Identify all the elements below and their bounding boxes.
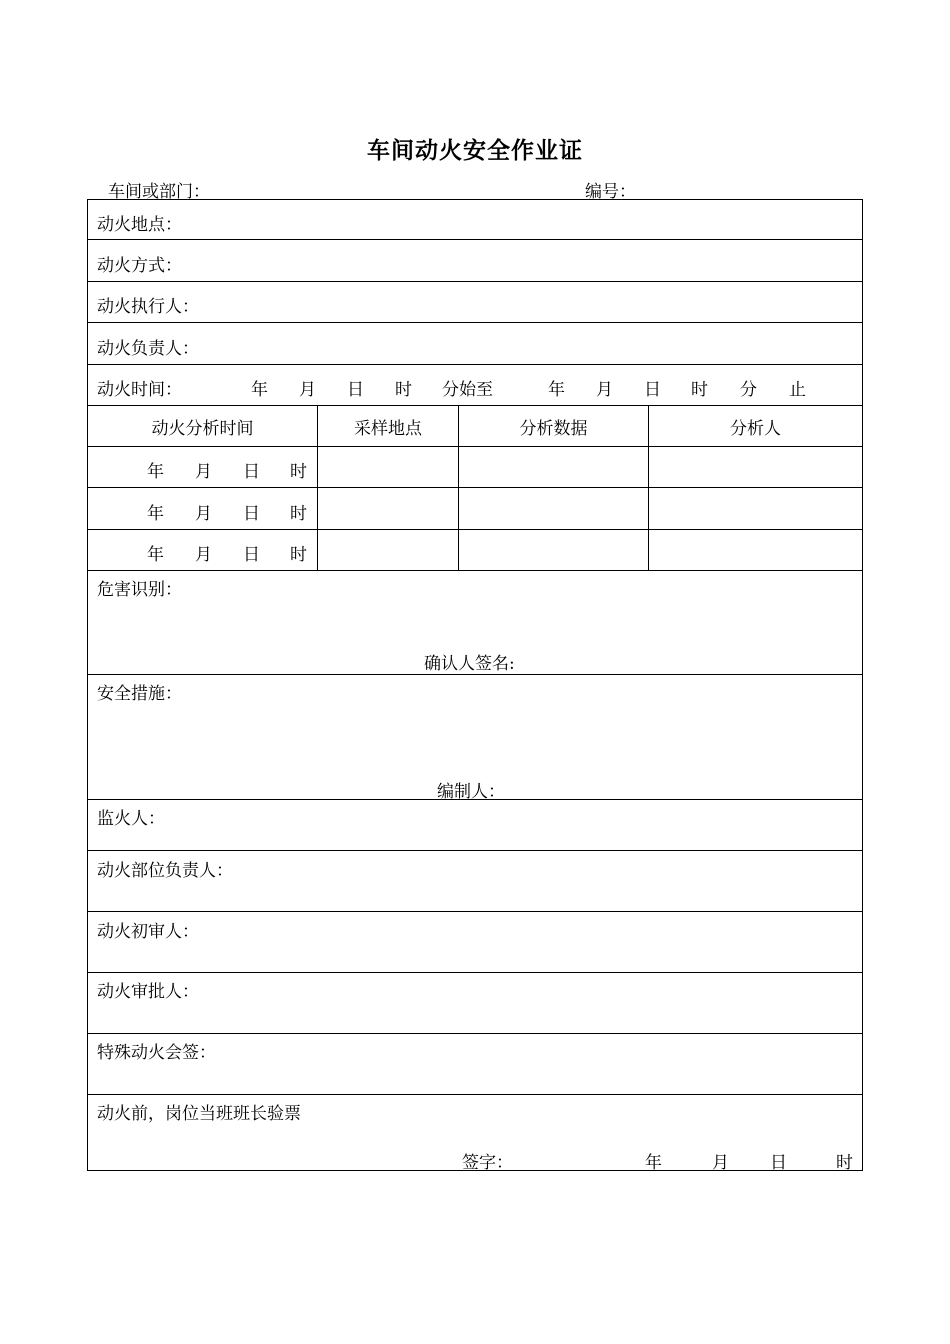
- year-unit: 年: [147, 504, 164, 524]
- fire-time-row[interactable]: [87, 365, 863, 406]
- analysis-time-cell[interactable]: [88, 530, 318, 570]
- executor-label: 动火执行人：: [97, 297, 199, 317]
- analyst-header: 分析人: [730, 418, 781, 439]
- analysis-time-header: 动火分析时间: [88, 406, 318, 446]
- year-unit: 年: [147, 545, 164, 565]
- end-hour: 时: [691, 380, 708, 400]
- permit-form: [87, 199, 863, 1171]
- sampling-location-cell[interactable]: [318, 447, 459, 487]
- start-hour: 时: [395, 380, 412, 400]
- approver-row[interactable]: [87, 973, 863, 1034]
- sign-day: 日: [770, 1153, 787, 1173]
- first-review-row[interactable]: [87, 912, 863, 973]
- analysis-row-1: [87, 447, 863, 488]
- hour-unit: 时: [290, 462, 307, 482]
- day-unit: 日: [243, 462, 260, 482]
- analysis-header-row: [87, 406, 863, 447]
- sign-hour: 时: [836, 1153, 853, 1173]
- special-countersign-label: 特殊动火会签：: [97, 1043, 216, 1063]
- analysis-data-cell[interactable]: [459, 447, 649, 487]
- executor-row[interactable]: [87, 282, 863, 323]
- safety-measures-row[interactable]: [87, 675, 863, 800]
- analysis-data-cell[interactable]: [459, 530, 649, 570]
- number-label: 编号：: [585, 182, 636, 202]
- analyst-cell[interactable]: [649, 530, 862, 570]
- hazard-label: 危害识别：: [97, 580, 182, 600]
- analysis-row-2: [87, 488, 863, 530]
- month-unit: 月: [195, 545, 212, 565]
- shift-leader-label: 动火前，岗位当班班长验票: [97, 1104, 301, 1124]
- approver-label: 动火审批人：: [97, 982, 199, 1002]
- end-label: 止: [789, 380, 806, 400]
- analysis-row-3: [87, 530, 863, 571]
- dept-label: 车间或部门：: [108, 182, 210, 202]
- sign-month: 月: [712, 1153, 729, 1173]
- sign-year: 年: [645, 1153, 662, 1173]
- safety-measures-label: 安全措施：: [97, 684, 182, 704]
- first-review-label: 动火初审人：: [97, 922, 199, 942]
- from-to-label: 分始至: [442, 380, 493, 400]
- analysis-time-cell[interactable]: [88, 447, 318, 487]
- start-month: 月: [299, 380, 316, 400]
- sampling-location-header: 采样地点: [318, 406, 459, 446]
- hour-unit: 时: [290, 545, 307, 565]
- site-responsible-label: 动火部位负责人：: [97, 861, 233, 881]
- responsible-row[interactable]: [87, 323, 863, 365]
- location-row[interactable]: [87, 199, 863, 240]
- analyst-cell[interactable]: [649, 447, 862, 487]
- fire-watch-label: 监火人：: [97, 809, 165, 829]
- end-year: 年: [548, 380, 565, 400]
- end-minute: 分: [740, 380, 757, 400]
- sampling-location-cell[interactable]: [318, 488, 459, 529]
- start-year: 年: [251, 380, 268, 400]
- month-unit: 月: [195, 504, 212, 524]
- author-label: 编制人：: [437, 782, 505, 802]
- hour-unit: 时: [290, 504, 307, 524]
- sampling-location-cell[interactable]: [318, 530, 459, 570]
- page-title: 车间动火安全作业证: [367, 138, 583, 164]
- method-row[interactable]: [87, 240, 863, 282]
- special-countersign-row[interactable]: [87, 1034, 863, 1095]
- location-label: 动火地点：: [97, 215, 182, 235]
- start-day: 日: [347, 380, 364, 400]
- shift-leader-check-row[interactable]: [87, 1095, 863, 1171]
- month-unit: 月: [195, 462, 212, 482]
- end-day: 日: [644, 380, 661, 400]
- analysis-data-cell[interactable]: [459, 488, 649, 529]
- fire-time-label: 动火时间：: [97, 380, 182, 400]
- hazard-identification-row[interactable]: [87, 571, 863, 675]
- confirm-signature-label: 确认人签名:: [424, 654, 515, 674]
- signature-label: 签字：: [462, 1153, 513, 1173]
- analyst-cell[interactable]: [649, 488, 862, 529]
- analysis-data-header: 分析数据: [459, 406, 649, 446]
- method-label: 动火方式：: [97, 256, 182, 276]
- day-unit: 日: [243, 545, 260, 565]
- day-unit: 日: [243, 504, 260, 524]
- fire-watch-row[interactable]: [87, 800, 863, 851]
- site-responsible-row[interactable]: [87, 851, 863, 912]
- year-unit: 年: [147, 462, 164, 482]
- analysis-time-cell[interactable]: [88, 488, 318, 529]
- responsible-label: 动火负责人：: [97, 339, 199, 359]
- end-month: 月: [596, 380, 613, 400]
